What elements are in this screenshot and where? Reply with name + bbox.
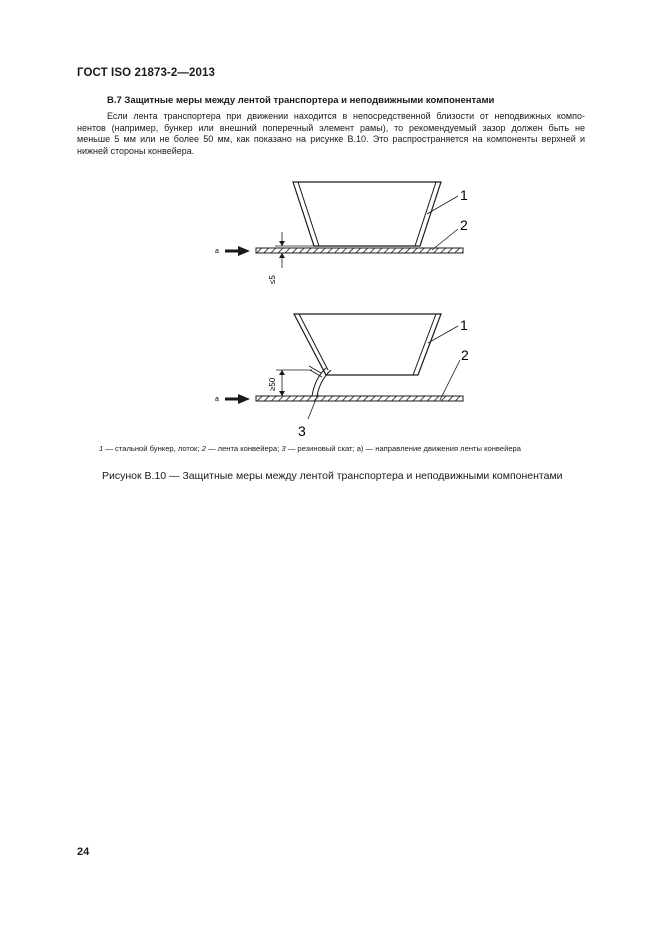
legend-num-1: 1	[99, 444, 104, 453]
callout-3-bottom: 3	[298, 423, 306, 439]
conveyor-belt	[256, 248, 463, 253]
skirt-clamp	[309, 366, 321, 373]
arrow-mark: a	[215, 248, 219, 255]
callout-1-bottom: 1	[460, 317, 468, 333]
rubber-skirt	[312, 368, 331, 396]
skirt-clamp	[310, 370, 322, 377]
legend-num-3: 3	[281, 444, 286, 453]
diagram-top	[215, 182, 468, 284]
dimension-label-min50: ≥50	[268, 377, 277, 391]
callout-2-bottom: 2	[461, 347, 469, 363]
paragraph-line: меньше 5 мм или не более 50 мм, как показано на рисунке B.10. Это распространяется на компоненты верхней и	[77, 134, 585, 145]
paragraph-line: Если лента транспортера при движении находится в непосредственной близости от неподвижных компо-	[107, 111, 585, 121]
document-header: ГОСТ ISO 21873-2—2013	[77, 67, 215, 79]
hopper-shape	[293, 182, 441, 246]
paragraph-line: нентов (например, бункер или внешний поперечный элемент рамы), то рекомендуемый зазор должен быть не	[77, 122, 585, 133]
callout-1-top: 1	[460, 187, 468, 203]
callout-2-top: 2	[460, 217, 468, 233]
hopper-shape	[294, 314, 441, 375]
legend-text-2: — лента конвейера;	[205, 444, 282, 453]
diagram-bottom	[215, 314, 469, 439]
legend-text-1: — стальной бункер, лоток;	[103, 444, 202, 453]
page-number: 24	[77, 846, 90, 858]
direction-arrow	[225, 394, 250, 404]
paragraph-line: нижней стороны конвейера.	[77, 145, 195, 156]
legend-num-2: 2	[201, 444, 206, 453]
leader-line	[432, 229, 458, 250]
section-title: B.7 Защитные меры между лентой транспортера и неподвижными компонентами	[107, 95, 495, 106]
leader-line	[427, 196, 458, 214]
legend-text-3: — резиновый скат; а) — направление движения ленты конвейера	[285, 444, 521, 453]
arrow-mark: a	[215, 396, 219, 403]
dimension-label-max5: ≤5	[268, 275, 277, 284]
dimension-gap-bottom	[276, 370, 312, 396]
figure-legend	[99, 444, 521, 453]
direction-arrow	[225, 246, 250, 256]
figure-caption: Рисунок B.10 — Защитные меры между лентой транспортера и неподвижными компонентами	[102, 470, 563, 482]
hopper-inner-wall	[298, 182, 436, 246]
hopper-inner-wall	[299, 314, 436, 375]
leader-line	[428, 326, 458, 343]
conveyor-belt	[256, 396, 463, 401]
leader-line	[440, 360, 460, 400]
